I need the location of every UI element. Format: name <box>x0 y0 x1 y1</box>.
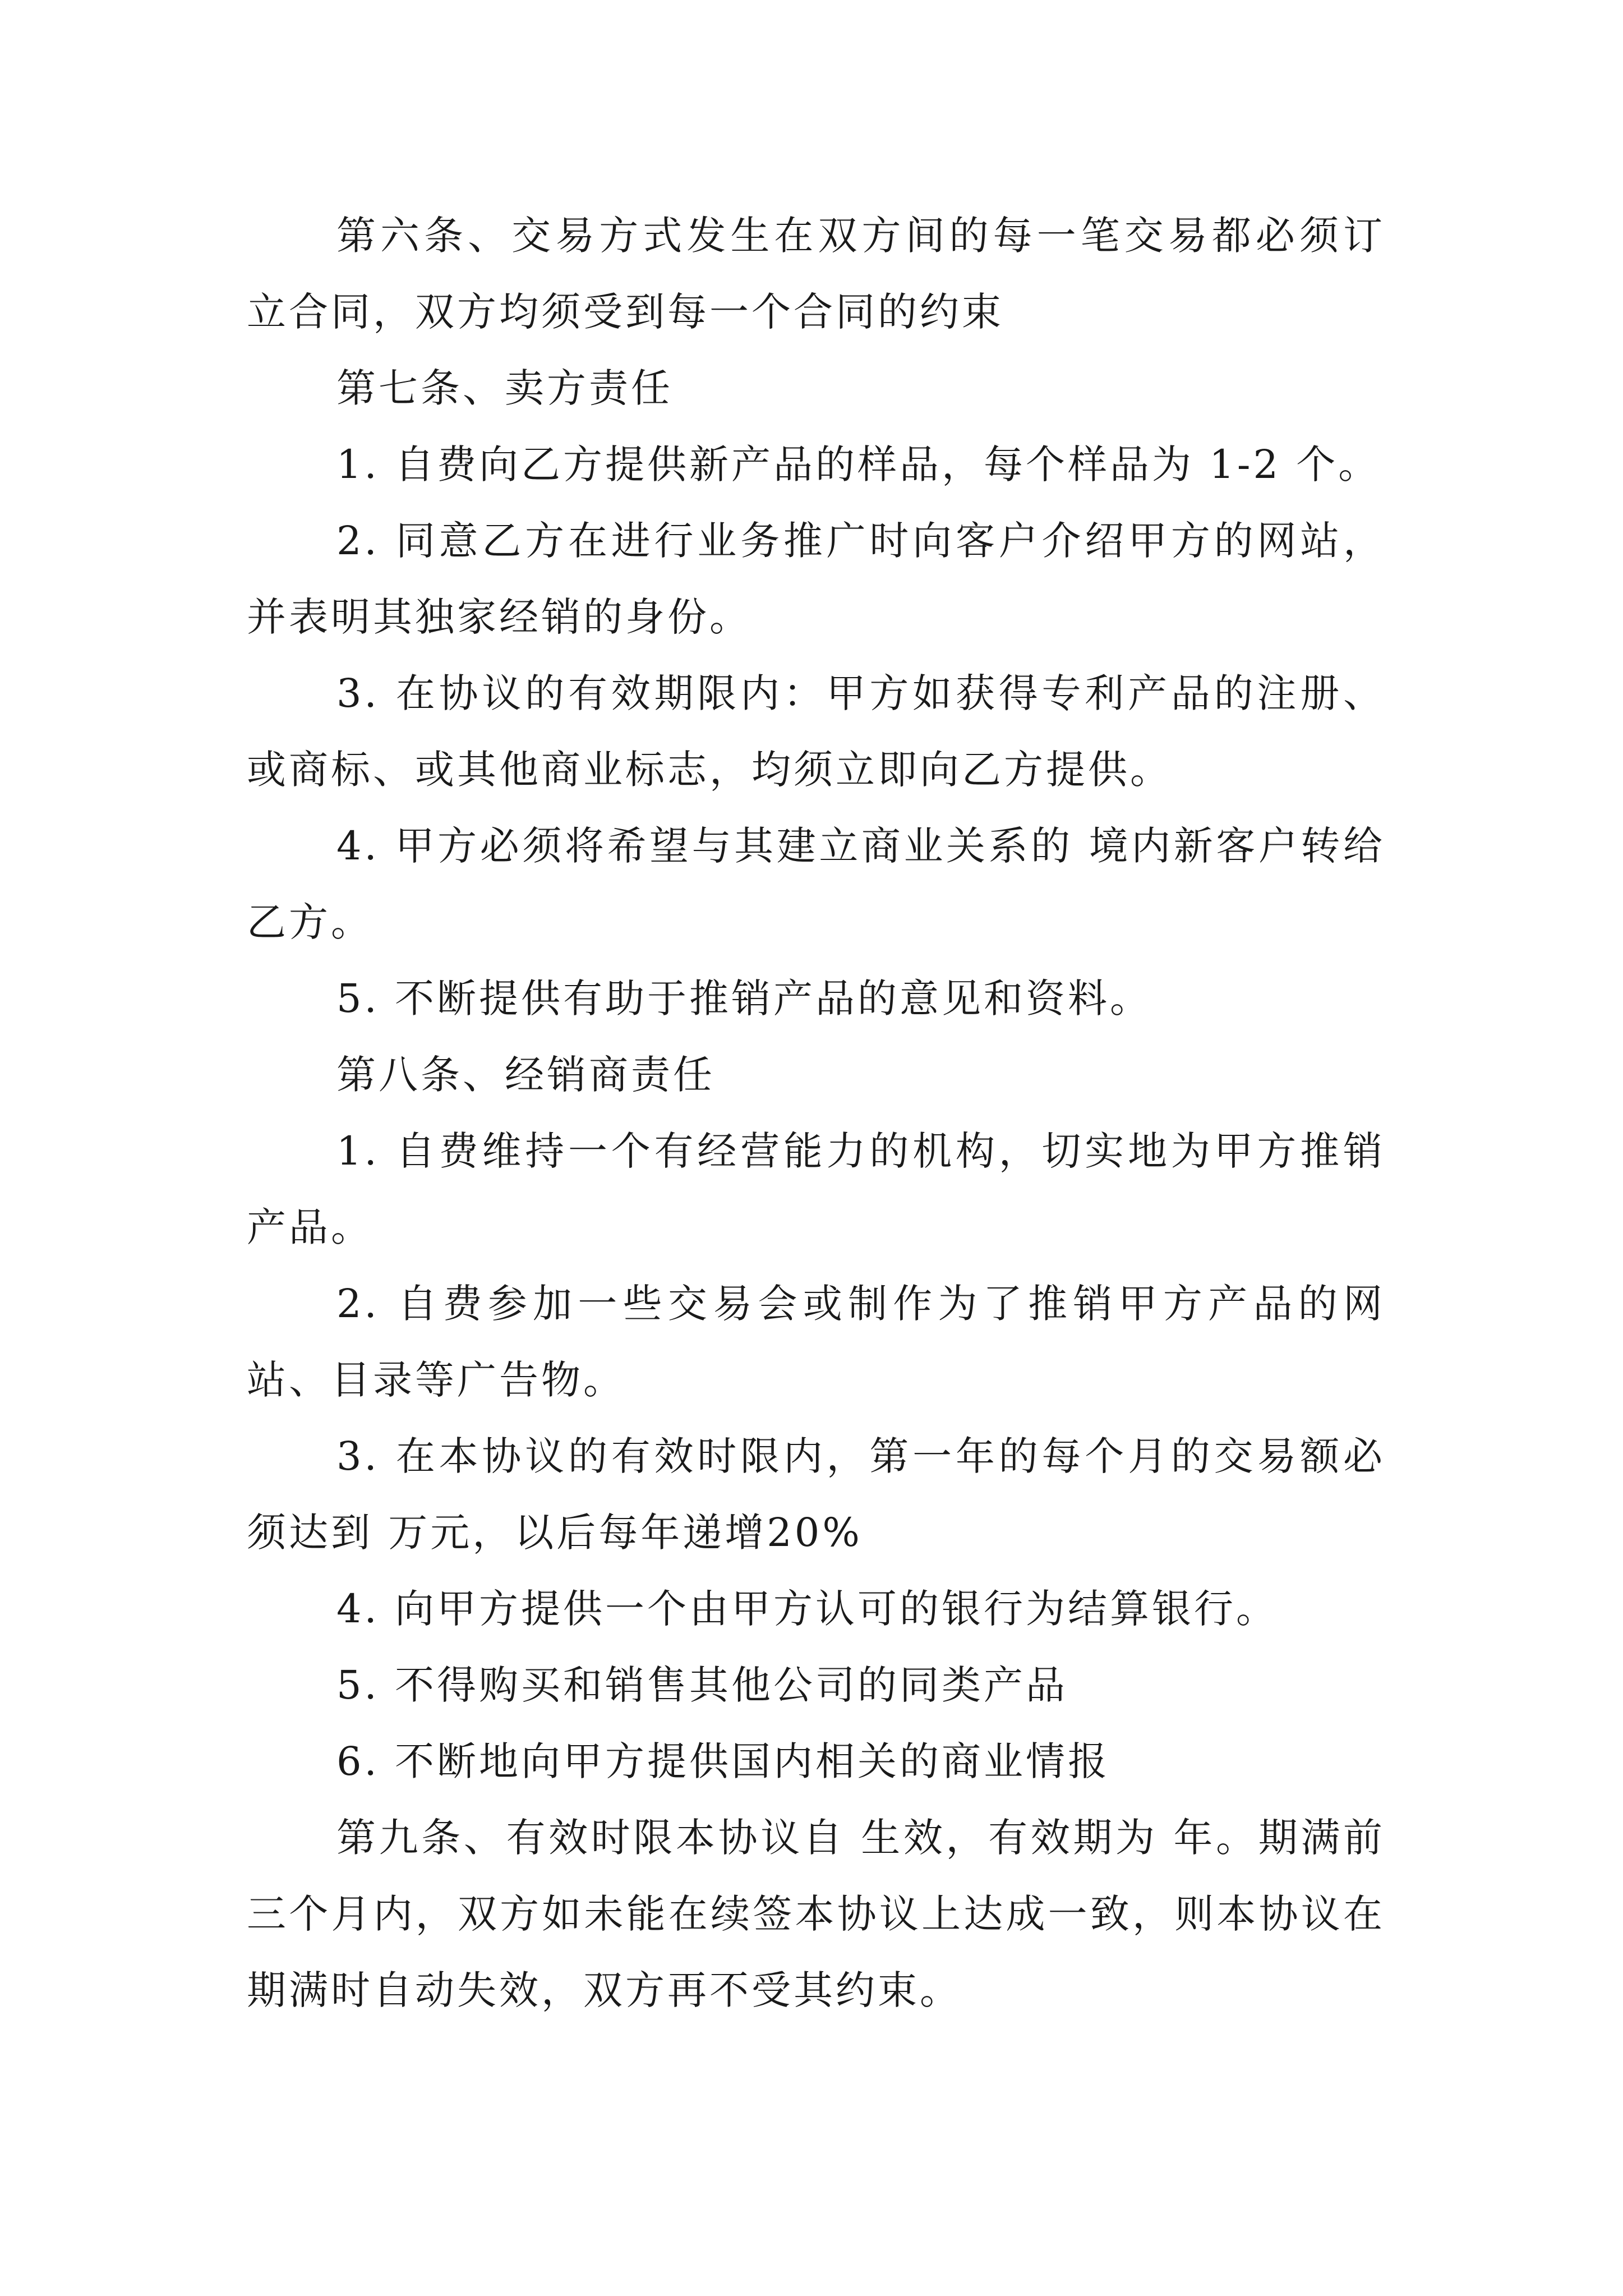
paragraph-article-8-item-5: 5. 不得购买和销售其他公司的同类产品 <box>336 1662 1068 1708</box>
paragraph-article-8-item-2: 2. 自费参加一些交易会或制作为了推销甲方产品的网站、目录等广告物。 <box>247 1281 1385 1403</box>
paragraph-article-8-heading: 第八条、经销商责任 <box>336 1052 715 1098</box>
paragraph-article-9: 第九条、有效时限本协议自 生效，有效期为 年。期满前三个月内，双方如未能在续签本协议上达成一致，则本协议在期满时自动失效，双方再不受其约束。 <box>247 1815 1385 2013</box>
paragraph-article-8-item-6: 6. 不断地向甲方提供国内相关的商业情报 <box>336 1738 1110 1784</box>
paragraph-article-8-item-3: 3. 在本协议的有效时限内，第一年的每个月的交易额必须达到 万元，以后每年递增20% <box>247 1433 1385 1556</box>
paragraph-article-7-heading: 第七条、卖方责任 <box>336 365 673 411</box>
paragraph-article-7-item-1: 1. 自费向乙方提供新产品的样品，每个样品为 1-2 个。 <box>336 441 1381 487</box>
paragraph-article-7-item-3: 3. 在协议的有效期限内：甲方如获得专利产品的注册、或商标、或其他商业标志，均须立即向乙方提供。 <box>247 670 1385 793</box>
paragraph-article-8-item-1: 1. 自费维持一个有经营能力的机构，切实地为甲方推销产品。 <box>247 1128 1385 1250</box>
paragraph-article-8-item-4: 4. 向甲方提供一个由甲方认可的银行为结算银行。 <box>336 1586 1279 1632</box>
paragraph-article-7-item-4: 4. 甲方必须将希望与其建立商业关系的 境内新客户转给乙方。 <box>247 823 1385 945</box>
paragraph-article-7-item-5: 5. 不断提供有助于推销产品的意见和资料。 <box>336 976 1152 1022</box>
paragraph-article-6: 第六条、交易方式发生在双方间的每一笔交易都必须订立合同，双方均须受到每一个合同的约束 <box>247 213 1385 335</box>
contract-body <box>247 197 1385 2028</box>
paragraph-article-7-item-2: 2. 同意乙方在进行业务推广时向客户介绍甲方的网站，并表明其独家经销的身份。 <box>247 518 1385 640</box>
